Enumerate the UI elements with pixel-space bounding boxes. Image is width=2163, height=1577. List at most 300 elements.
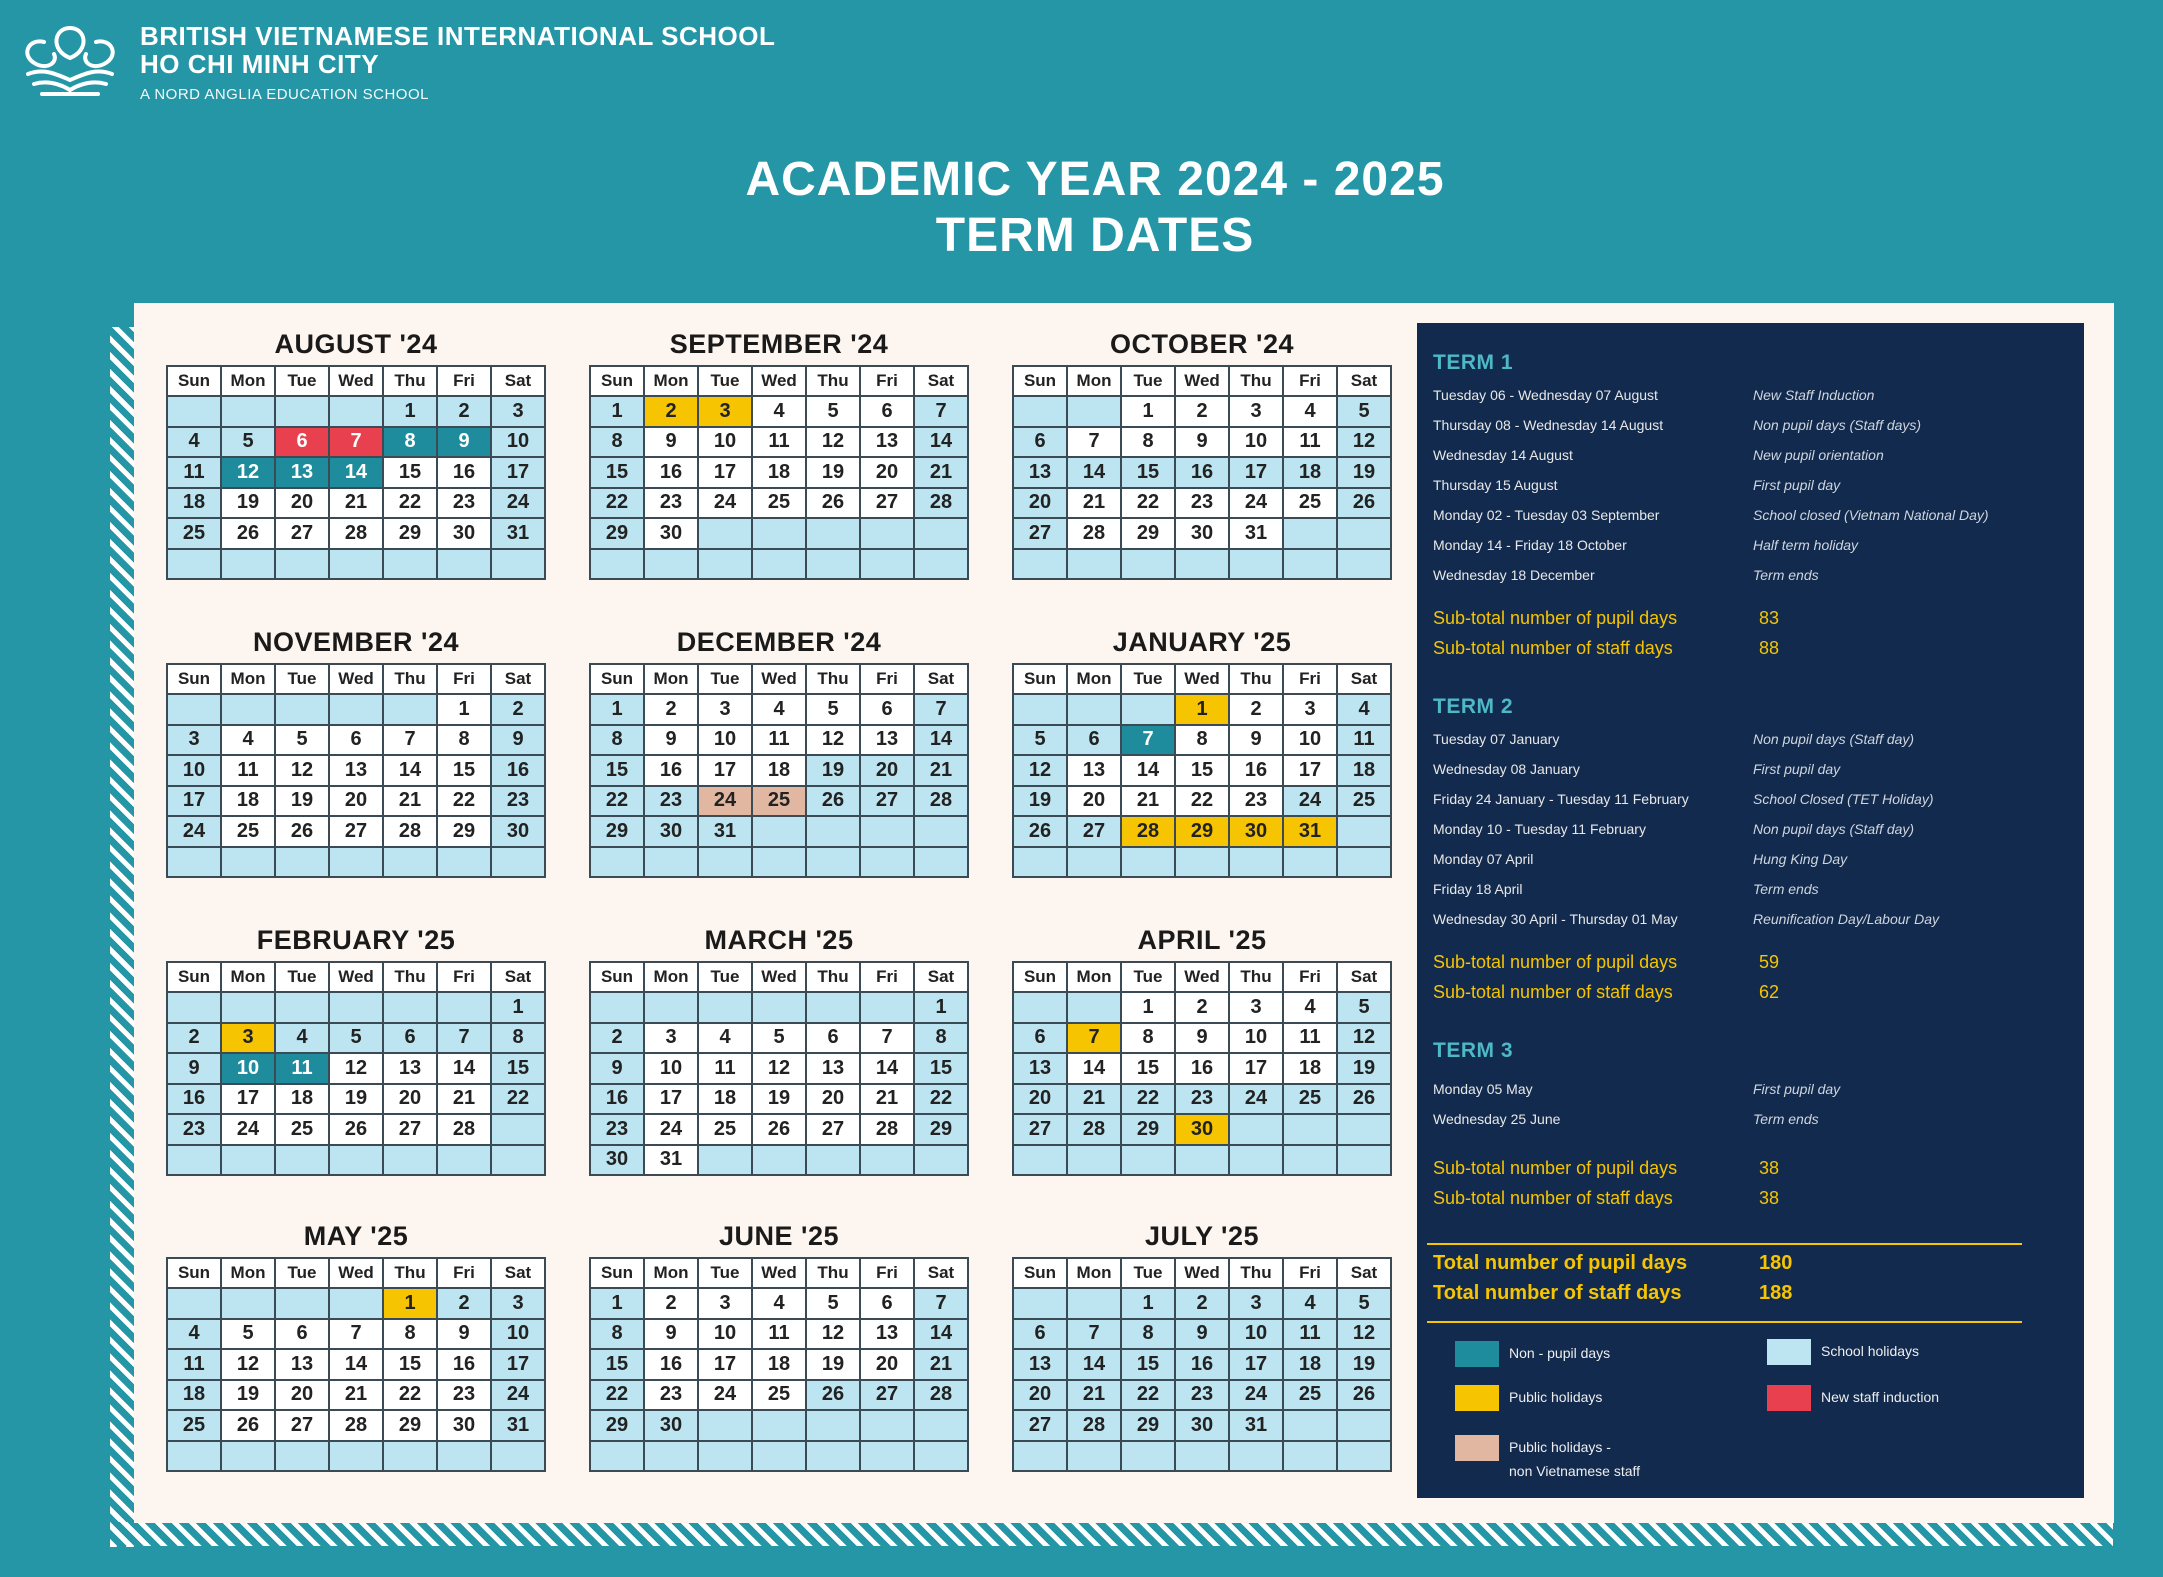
day-cell: 27	[275, 518, 329, 549]
subtotal-value: 38	[1759, 1188, 1780, 1208]
empty-cell	[806, 847, 860, 878]
day-cell: 5	[1337, 396, 1391, 427]
month-title: JANUARY '25	[1112, 627, 1292, 657]
day-cell: 3	[1229, 1288, 1283, 1319]
day-cell: 18	[1283, 1053, 1337, 1084]
weekday-header: Wed	[329, 664, 383, 694]
weekday-header: Sat	[914, 664, 968, 694]
day-cell: 28	[1067, 1410, 1121, 1441]
month-title: MARCH '25	[704, 925, 854, 955]
event-row	[1433, 729, 2073, 749]
total-label: Total number of staff days	[1433, 1282, 1682, 1304]
weekday-header: Wed	[329, 1258, 383, 1288]
day-cell: 24	[1229, 1084, 1283, 1115]
day-cell: 5	[1013, 725, 1067, 756]
day-cell: 3	[698, 1288, 752, 1319]
day-cell: 16	[590, 1084, 644, 1115]
day-cell: 6	[860, 1288, 914, 1319]
day-cell: 26	[275, 816, 329, 847]
day-cell: 1	[1121, 992, 1175, 1023]
day-cell: 8	[1121, 1319, 1175, 1350]
day-cell: 1	[491, 992, 545, 1023]
weekday-header: Fri	[437, 664, 491, 694]
empty-cell	[1337, 518, 1391, 549]
weekday-header: Mon	[644, 664, 698, 694]
day-cell: 22	[1121, 1084, 1175, 1115]
empty-cell	[860, 816, 914, 847]
day-cell: 27	[860, 786, 914, 817]
day-cell: 5	[1337, 992, 1391, 1023]
empty-cell	[1013, 549, 1067, 580]
empty-cell	[167, 549, 221, 580]
month-grid	[166, 1257, 546, 1472]
day-cell: 29	[383, 1410, 437, 1441]
day-cell: 25	[698, 1114, 752, 1145]
empty-cell	[275, 694, 329, 725]
day-cell: 30	[1175, 518, 1229, 549]
day-cell: 11	[752, 427, 806, 458]
hatch-decoration-left	[110, 327, 134, 1547]
day-cell: 18	[167, 488, 221, 519]
empty-cell	[491, 1145, 545, 1176]
empty-cell	[1175, 1441, 1229, 1472]
empty-cell	[752, 1441, 806, 1472]
empty-cell	[437, 1145, 491, 1176]
month-title: JULY '25	[1144, 1221, 1259, 1251]
empty-cell	[275, 1288, 329, 1319]
empty-cell	[644, 992, 698, 1023]
day-cell: 31	[644, 1145, 698, 1176]
day-cell: 23	[167, 1114, 221, 1145]
day-cell: 3	[491, 396, 545, 427]
day-cell: 14	[914, 725, 968, 756]
empty-cell	[383, 549, 437, 580]
month-calendar	[589, 325, 969, 580]
day-cell: 5	[806, 396, 860, 427]
day-cell: 14	[329, 457, 383, 488]
day-cell: 4	[1283, 992, 1337, 1023]
day-cell: 1	[383, 396, 437, 427]
day-cell: 8	[590, 1319, 644, 1350]
day-cell: 17	[1229, 1349, 1283, 1380]
empty-cell	[806, 816, 860, 847]
empty-cell	[698, 1145, 752, 1176]
day-cell: 28	[914, 488, 968, 519]
weekday-header: Thu	[806, 962, 860, 992]
day-cell: 29	[590, 816, 644, 847]
term-2-pupil-subtotal	[1433, 949, 1933, 975]
day-cell: 26	[1013, 816, 1067, 847]
empty-cell	[1013, 694, 1067, 725]
empty-cell	[590, 847, 644, 878]
day-cell: 21	[437, 1084, 491, 1115]
day-cell: 11	[1283, 1023, 1337, 1054]
day-cell: 23	[590, 1114, 644, 1145]
subtotal-label: Sub-total number of staff days	[1433, 1188, 1673, 1208]
day-cell: 21	[383, 786, 437, 817]
day-cell: 16	[437, 457, 491, 488]
day-cell: 22	[914, 1084, 968, 1115]
day-cell: 21	[860, 1084, 914, 1115]
day-cell: 18	[275, 1084, 329, 1115]
empty-cell	[329, 847, 383, 878]
day-cell: 24	[1229, 488, 1283, 519]
total-value: 188	[1759, 1282, 1793, 1304]
day-cell: 8	[491, 1023, 545, 1054]
event-date: Monday 10 - Tuesday 11 February	[1433, 821, 1646, 837]
day-cell: 24	[167, 816, 221, 847]
day-cell: 29	[1175, 816, 1229, 847]
empty-cell	[1283, 518, 1337, 549]
empty-cell	[1175, 549, 1229, 580]
day-cell: 27	[383, 1114, 437, 1145]
day-cell: 15	[1121, 1349, 1175, 1380]
day-cell: 23	[1229, 786, 1283, 817]
day-cell: 27	[1013, 1410, 1067, 1441]
subtotal-value: 59	[1759, 952, 1780, 972]
subtotal-label: Sub-total number of staff days	[1433, 638, 1673, 658]
day-cell: 6	[383, 1023, 437, 1054]
day-cell: 22	[383, 488, 437, 519]
empty-cell	[914, 518, 968, 549]
day-cell: 19	[752, 1084, 806, 1115]
month-calendar	[1012, 325, 1392, 580]
empty-cell	[221, 396, 275, 427]
legend-label: School holidays	[1821, 1343, 1920, 1359]
day-cell: 11	[1337, 725, 1391, 756]
month-title: OCTOBER '24	[1110, 329, 1294, 359]
empty-cell	[914, 816, 968, 847]
weekday-header: Wed	[1175, 366, 1229, 396]
day-cell: 15	[1121, 1053, 1175, 1084]
weekday-header: Sat	[914, 962, 968, 992]
day-cell: 4	[752, 1288, 806, 1319]
weekday-header: Mon	[644, 962, 698, 992]
day-cell: 17	[1283, 755, 1337, 786]
empty-cell	[752, 816, 806, 847]
day-cell: 1	[1175, 694, 1229, 725]
day-cell: 10	[698, 725, 752, 756]
weekday-header: Wed	[1175, 962, 1229, 992]
empty-cell	[914, 1145, 968, 1176]
day-cell: 27	[1067, 816, 1121, 847]
day-cell: 1	[437, 694, 491, 725]
term-3-staff-subtotal	[1433, 1185, 1933, 1211]
day-cell: 23	[1175, 488, 1229, 519]
legend-swatch	[1455, 1385, 1499, 1411]
weekday-header: Wed	[1175, 1258, 1229, 1288]
weekday-header: Fri	[860, 366, 914, 396]
empty-cell	[1337, 1410, 1391, 1441]
day-cell: 13	[383, 1053, 437, 1084]
event-row	[1433, 475, 2073, 495]
day-cell: 19	[221, 1380, 275, 1411]
empty-cell	[860, 992, 914, 1023]
day-cell: 12	[806, 1319, 860, 1350]
day-cell: 7	[383, 725, 437, 756]
day-cell: 16	[644, 1349, 698, 1380]
weekday-header: Sat	[914, 1258, 968, 1288]
event-date: Thursday 15 August	[1433, 477, 1558, 493]
day-cell: 14	[1067, 1349, 1121, 1380]
day-cell: 26	[752, 1114, 806, 1145]
day-cell: 10	[698, 1319, 752, 1350]
day-cell: 16	[1175, 457, 1229, 488]
empty-cell	[1067, 847, 1121, 878]
day-cell: 28	[1067, 1114, 1121, 1145]
day-cell: 7	[914, 694, 968, 725]
day-cell: 7	[914, 396, 968, 427]
event-note: School closed (Vietnam National Day)	[1753, 507, 1989, 523]
day-cell: 1	[590, 1288, 644, 1319]
event-row	[1433, 819, 2073, 839]
weekday-header: Tue	[698, 962, 752, 992]
empty-cell	[275, 396, 329, 427]
event-date: Monday 14 - Friday 18 October	[1433, 537, 1627, 553]
day-cell: 10	[698, 427, 752, 458]
day-cell: 7	[1067, 427, 1121, 458]
empty-cell	[1067, 1441, 1121, 1472]
day-cell: 6	[860, 396, 914, 427]
day-cell: 15	[590, 1349, 644, 1380]
day-cell: 1	[383, 1288, 437, 1319]
event-date: Friday 18 April	[1433, 881, 1523, 897]
weekday-header: Tue	[275, 1258, 329, 1288]
empty-cell	[1013, 1145, 1067, 1176]
title-line1: ACADEMIC YEAR 2024 - 2025	[745, 153, 1445, 206]
empty-cell	[914, 549, 968, 580]
day-cell: 25	[167, 518, 221, 549]
day-cell: 3	[1229, 396, 1283, 427]
weekday-header: Thu	[806, 1258, 860, 1288]
day-cell: 20	[275, 488, 329, 519]
empty-cell	[860, 1441, 914, 1472]
weekday-header: Sun	[167, 962, 221, 992]
event-row	[1433, 565, 2073, 585]
empty-cell	[914, 847, 968, 878]
empty-cell	[275, 847, 329, 878]
day-cell: 23	[644, 488, 698, 519]
empty-cell	[1067, 1288, 1121, 1319]
day-cell: 24	[491, 488, 545, 519]
day-cell: 31	[1283, 816, 1337, 847]
day-cell: 2	[437, 1288, 491, 1319]
school-tagline: A NORD ANGLIA EDUCATION SCHOOL	[140, 86, 429, 103]
day-cell: 26	[1337, 488, 1391, 519]
divider	[1427, 1321, 2022, 1323]
day-cell: 4	[167, 1319, 221, 1350]
day-cell: 25	[221, 816, 275, 847]
day-cell: 8	[590, 427, 644, 458]
day-cell: 11	[167, 457, 221, 488]
empty-cell	[1283, 549, 1337, 580]
day-cell: 28	[329, 1410, 383, 1441]
day-cell: 9	[491, 725, 545, 756]
subtotal-label: Sub-total number of staff days	[1433, 982, 1673, 1002]
day-cell: 5	[221, 1319, 275, 1350]
day-cell: 8	[383, 427, 437, 458]
day-cell: 22	[590, 488, 644, 519]
weekday-header: Mon	[1067, 366, 1121, 396]
day-cell: 14	[914, 1319, 968, 1350]
day-cell: 14	[1067, 457, 1121, 488]
day-cell: 20	[1067, 786, 1121, 817]
event-note: New pupil orientation	[1753, 447, 1884, 463]
day-cell: 28	[914, 786, 968, 817]
event-note: Non pupil days (Staff day)	[1753, 821, 1915, 837]
empty-cell	[491, 1441, 545, 1472]
subtotal-label: Sub-total number of pupil days	[1433, 1158, 1678, 1178]
weekday-header: Tue	[275, 664, 329, 694]
day-cell: 7	[860, 1023, 914, 1054]
month-calendar	[1012, 1217, 1392, 1472]
day-cell: 12	[329, 1053, 383, 1084]
weekday-header: Thu	[383, 366, 437, 396]
day-cell: 1	[1121, 1288, 1175, 1319]
weekday-header: Tue	[1121, 664, 1175, 694]
day-cell: 9	[644, 1319, 698, 1350]
empty-cell	[752, 992, 806, 1023]
day-cell: 11	[752, 1319, 806, 1350]
empty-cell	[644, 1441, 698, 1472]
weekday-header: Sun	[167, 366, 221, 396]
month-calendar	[1012, 921, 1392, 1176]
event-date: Wednesday 30 April - Thursday 01 May	[1433, 911, 1678, 927]
empty-cell	[1337, 1114, 1391, 1145]
day-cell: 23	[437, 488, 491, 519]
event-note: First pupil day	[1753, 477, 1841, 493]
day-cell: 22	[437, 786, 491, 817]
school-name-line1: BRITISH VIETNAMESE INTERNATIONAL SCHOOL	[140, 21, 776, 51]
day-cell: 19	[806, 457, 860, 488]
day-cell: 2	[644, 694, 698, 725]
day-cell: 21	[914, 755, 968, 786]
day-cell: 25	[275, 1114, 329, 1145]
day-cell: 6	[806, 1023, 860, 1054]
day-cell: 9	[437, 1319, 491, 1350]
day-cell: 29	[1121, 518, 1175, 549]
day-cell: 16	[491, 755, 545, 786]
month-title: JUNE '25	[719, 1221, 839, 1251]
empty-cell	[221, 694, 275, 725]
weekday-header: Wed	[329, 962, 383, 992]
empty-cell	[437, 549, 491, 580]
empty-cell	[1067, 992, 1121, 1023]
empty-cell	[698, 992, 752, 1023]
day-cell: 9	[590, 1053, 644, 1084]
day-cell: 26	[1337, 1084, 1391, 1115]
day-cell: 2	[1175, 1288, 1229, 1319]
day-cell: 16	[1175, 1349, 1229, 1380]
event-row	[1433, 445, 2073, 465]
day-cell: 23	[437, 1380, 491, 1411]
event-row	[1433, 385, 2073, 405]
day-cell: 20	[1013, 1084, 1067, 1115]
event-date: Wednesday 25 June	[1433, 1111, 1561, 1127]
day-cell: 4	[1283, 1288, 1337, 1319]
day-cell: 22	[590, 1380, 644, 1411]
month-grid	[589, 365, 969, 580]
day-cell: 27	[329, 816, 383, 847]
day-cell: 10	[491, 1319, 545, 1350]
day-cell: 27	[275, 1410, 329, 1441]
day-cell: 13	[860, 725, 914, 756]
day-cell: 12	[1337, 427, 1391, 458]
day-cell: 12	[1337, 1023, 1391, 1054]
term-3-heading: TERM 3	[1433, 1039, 1514, 1062]
day-cell: 4	[752, 396, 806, 427]
day-cell: 21	[1121, 786, 1175, 817]
weekday-header: Fri	[860, 664, 914, 694]
legend-label: New staff induction	[1821, 1389, 1940, 1405]
day-cell: 24	[1229, 1380, 1283, 1411]
month-title: SEPTEMBER '24	[669, 329, 889, 359]
empty-cell	[329, 396, 383, 427]
day-cell: 20	[275, 1380, 329, 1411]
weekday-header: Wed	[329, 366, 383, 396]
day-cell: 30	[644, 518, 698, 549]
day-cell: 29	[1121, 1114, 1175, 1145]
day-cell: 20	[860, 1349, 914, 1380]
day-cell: 30	[491, 816, 545, 847]
day-cell: 27	[806, 1114, 860, 1145]
day-cell: 15	[590, 755, 644, 786]
empty-cell	[806, 518, 860, 549]
day-cell: 12	[806, 725, 860, 756]
weekday-header: Fri	[437, 962, 491, 992]
empty-cell	[1337, 847, 1391, 878]
empty-cell	[806, 1441, 860, 1472]
day-cell: 1	[914, 992, 968, 1023]
day-cell: 19	[329, 1084, 383, 1115]
day-cell: 31	[1229, 518, 1283, 549]
day-cell: 24	[491, 1380, 545, 1411]
day-cell: 9	[644, 427, 698, 458]
day-cell: 17	[491, 1349, 545, 1380]
weekday-header: Sat	[491, 664, 545, 694]
day-cell: 12	[1337, 1319, 1391, 1350]
weekday-header: Sun	[590, 366, 644, 396]
empty-cell	[1121, 1441, 1175, 1472]
empty-cell	[1229, 1114, 1283, 1145]
empty-cell	[860, 1410, 914, 1441]
day-cell: 21	[1067, 1380, 1121, 1411]
weekday-header: Sat	[491, 1258, 545, 1288]
day-cell: 10	[644, 1053, 698, 1084]
day-cell: 11	[221, 755, 275, 786]
day-cell: 15	[491, 1053, 545, 1084]
day-cell: 22	[590, 786, 644, 817]
day-cell: 5	[752, 1023, 806, 1054]
day-cell: 29	[383, 518, 437, 549]
day-cell: 28	[437, 1114, 491, 1145]
event-date: Wednesday 18 December	[1433, 567, 1595, 583]
day-cell: 10	[167, 755, 221, 786]
empty-cell	[590, 549, 644, 580]
day-cell: 31	[1229, 1410, 1283, 1441]
empty-cell	[752, 1410, 806, 1441]
empty-cell	[860, 1145, 914, 1176]
weekday-header: Mon	[1067, 962, 1121, 992]
empty-cell	[275, 1145, 329, 1176]
day-cell: 3	[1283, 694, 1337, 725]
weekday-header: Thu	[383, 664, 437, 694]
month-grid	[166, 365, 546, 580]
empty-cell	[806, 549, 860, 580]
empty-cell	[1067, 694, 1121, 725]
event-date: Wednesday 14 August	[1433, 447, 1573, 463]
event-row	[1433, 505, 2073, 525]
